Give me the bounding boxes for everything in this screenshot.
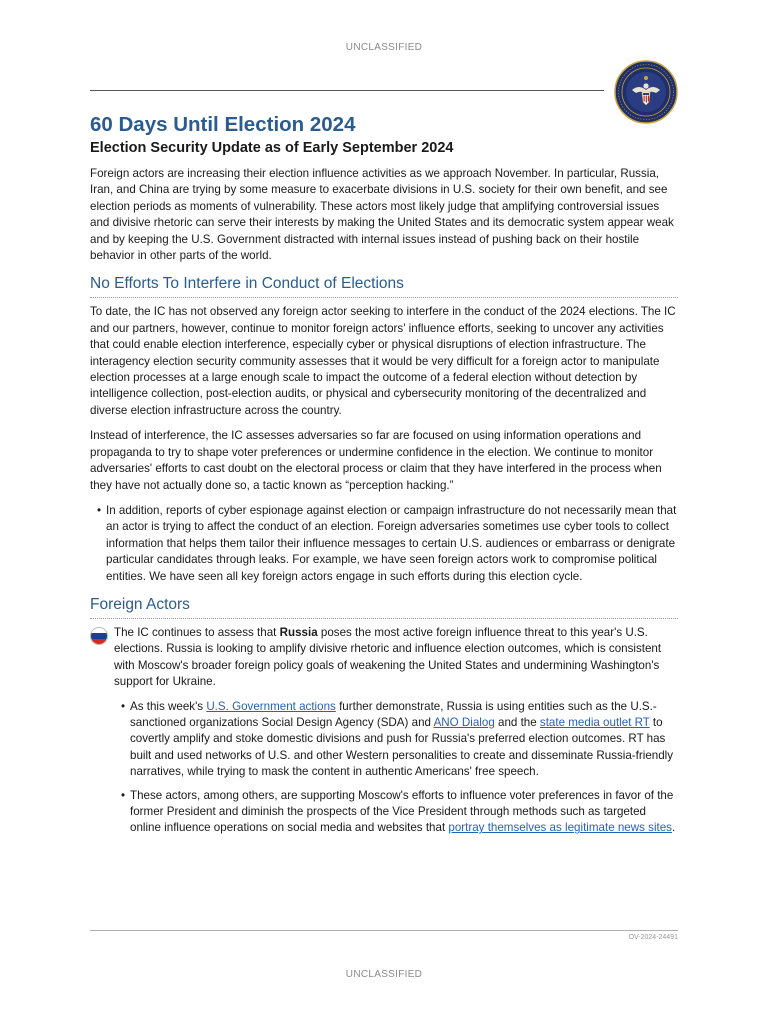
russia-lead-text-after: poses the most active foreign influence threat to this year's U.S. elections. Russia is looking to amplify divisive rhetoric and influence election outcomes, which is consistent with Moscow's broader foreign policy goals of weakening the United States and undermining Washington's support for Ukraine. <box>114 625 662 689</box>
bullet-text: In addition, reports of cyber espionage against election or campaign infrastructure do not necessarily mean that an actor is trying to affect the conduct of an election. Foreign adversaries sometimes use cyber tools to collect information that helps them tailor their influence messages to certain U.S. audiences or embarrass or denigrate particular candidates through leaks. For example, we have seen foreign actors work to compromise political entities. We have seen all key foreign actors engage in such efforts during this election cycle. <box>106 503 677 583</box>
bullet-text: to covertly amplify and stoke domestic divisions and push for Russia's preferred election outcomes. RT has built and used networks of U.S. and other Western personalities to create and disseminate Russia-friendly narratives, while trying to mask the content in authentic Americans' free speech. <box>130 715 674 779</box>
bullet-text: and the <box>494 715 540 729</box>
bullet-text: . <box>671 821 676 835</box>
footer-rule <box>90 930 678 931</box>
classification-banner-top: UNCLASSIFIED <box>345 42 423 53</box>
russia-flag-icon <box>90 627 108 645</box>
bullet-text: further demonstrate, Russia is using entities such as the U.S.-sanctioned organizations Social Design Agency (SDA) and <box>130 699 657 729</box>
document-body <box>90 112 678 845</box>
bullet-icon: • <box>97 503 102 517</box>
russia-bullet-list <box>114 699 678 837</box>
section1-paragraph-1: To date, the IC has not observed any foreign actor seeking to interfere in the conduct of the 2024 elections. The IC and our partners, however, continue to monitor foreign actors' influence efforts, seeking to uncover any activities that could enable election interference, especially cyber or physical disruptions of election infrastructure. The interagency election security community assesses that it would be very difficult for a foreign actor to manipulate election processes at a large enough scale to impact the outcome of a federal election without detection by intelligence collection, post-election audits, or physical and cybersecurity monitoring of the decentralized and diverse election infrastructure across the country. <box>90 305 676 417</box>
document-id: OV-2024-24491 <box>628 934 678 941</box>
bullet-text: These actors, among others, are supporting Moscow's efforts to influence voter preferences in favor of the former President and diminish the prospects of the Vice President through methods such as targeted online influence operations on social media and websites that <box>130 788 674 835</box>
bullet-text: As this week's <box>130 699 207 713</box>
state-media-outlet-rt-link[interactable]: state media outlet RT <box>539 715 650 729</box>
russia-lead-paragraph <box>114 625 678 691</box>
us-government-actions-link[interactable]: U.S. Government actions <box>206 699 336 713</box>
list-item <box>114 699 678 781</box>
section1-paragraph-2: Instead of interference, the IC assesses adversaries so far are focused on using information operations and propaganda to try to shape voter preferences or undermine confidence in the election. We continue to monitor adversaries' efforts to cast doubt on the electoral process or claim that they have interfered in the process when they have not actually done so, a tactic known as “perception hacking.” <box>90 429 662 492</box>
russia-block <box>90 625 678 837</box>
intro-paragraph: Foreign actors are increasing their election influence activities as we approach November. In particular, Russia, Iran, and China are trying by some measure to exacerbate divisions in U.S. society for their own benefit, and see election periods as moments of vulnerability. These actors most likely judge that amplifying controversial issues and divisive rhetoric can serve their interests by making the United States and its democratic system appear weak and by keeping the U.S. Government distracted with internal issues instead of pushing back on their hostile behavior in other parts of the world. <box>90 167 674 263</box>
bullet-icon: • <box>121 788 126 802</box>
ano-dialog-link[interactable]: ANO Dialog <box>433 715 495 729</box>
section1-bullet-list <box>90 503 678 585</box>
section-heading-foreign-actors: Foreign Actors <box>90 595 678 619</box>
russia-bold: Russia <box>279 625 318 639</box>
page-title: 60 Days Until Election 2024 <box>90 113 356 136</box>
bullet-icon: • <box>121 699 126 713</box>
list-item <box>114 788 678 837</box>
section-heading-no-efforts: No Efforts To Interfere in Conduct of Elections <box>90 274 678 298</box>
header-rule <box>90 90 604 91</box>
page-subtitle: Election Security Update as of Early September 2024 <box>90 140 454 156</box>
russia-lead-text: The IC continues to assess that <box>114 625 280 639</box>
list-item <box>90 503 678 585</box>
classification-banner-bottom: UNCLASSIFIED <box>345 969 423 980</box>
legitimate-news-sites-link[interactable]: portray themselves as legitimate news sites <box>448 821 672 835</box>
